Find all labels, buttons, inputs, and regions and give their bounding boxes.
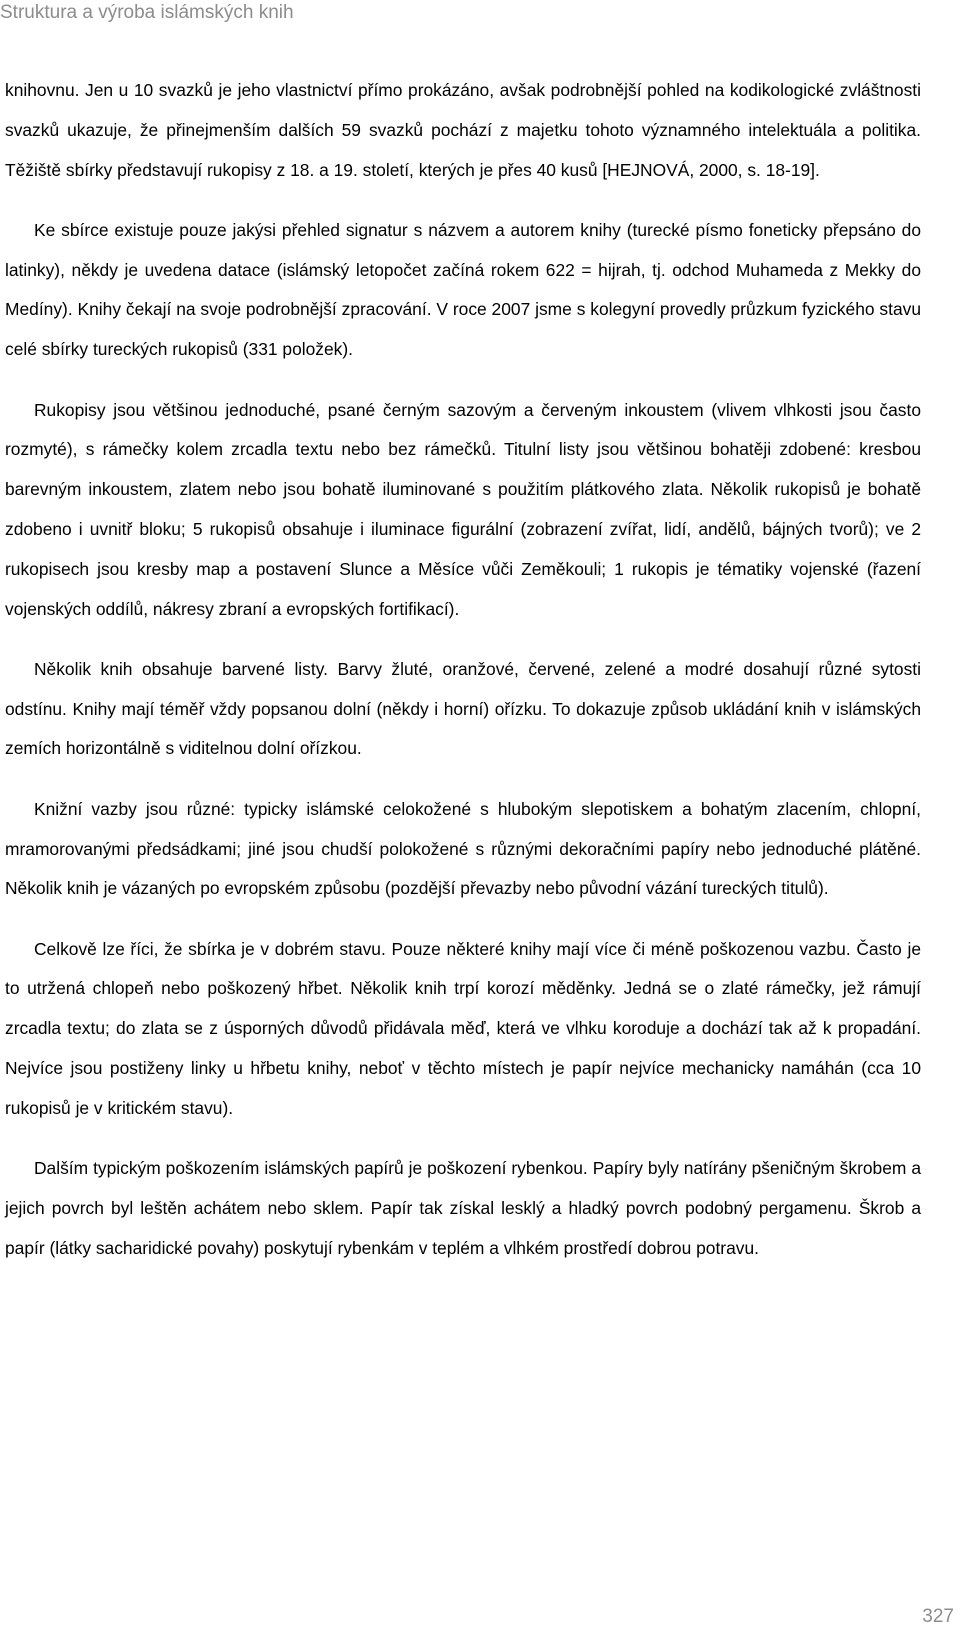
main-text: [5, 71, 921, 1269]
paragraph-continuation: knihovnu. Jen u 10 svazků je jeho vlastnictví přímo prokázáno, avšak podrobnější pohled na kodikologické zvláštnosti svazků ukazuje, že přinejmenším dalších 59 svazků pochází z majetku tohoto významného intelektuála a politika. Těžiště sbírky představují rukopisy z 18. a 19. století, kterých je přes 40 kusů [HEJNOVÁ, 2000, s. 18-19].: [5, 80, 921, 180]
running-header: Struktura a výroba islámských knih: [0, 2, 294, 23]
paragraph-bindings: Knižní vazby jsou různé: typicky islámské celokožené s hlubokým slepotiskem a bohatým zlacením, chlopní, mramorovanými předsádkami; jiné jsou chudší polokožené s různými dekoračními papíry nebo jednoduché plátěné. Několik knih je vázaných po evropském způsobu (pozdější převazby nebo původní vázání tureckých titulů).: [5, 798, 921, 899]
paragraph-colored-leaves: Několik knih obsahuje barvené listy. Barvy žluté, oranžové, červené, zelené a modré dosahují různé sytosti odstínu. Knihy mají téměř vždy popsanou dolní (někdy i horní) ořízku. To dokazuje způsob ukládání knih v islámských zemích horizontálně s viditelnou dolní ořízkou.: [5, 658, 921, 759]
paragraph-manuscripts: Rukopisy jsou většinou jednoduché, psané černým sazovým a červeným inkoustem (vlivem vlhkosti jsou často rozmyté), s rámečky kolem zrcadla textu nebo bez rámečků. Titulní listy jsou většinou bohatěji zdobené: kresbou barevným inkoustem, zlatem nebo jsou bohatě iluminované s použitím plátkového zlata. Několik rukopisů je bohatě zdobeno i uvnitř bloku; 5 rukopisů obsahuje i iluminace figurální (zobrazení zvířat, lidí, andělů, bájných tvorů); ve 2 rukopisech jsou kresby map a postavení Slunce a Měsíce vůči Zeměkouli; 1 rukopis je tématiky vojenské (řazení vojenských oddílů, nákresy zbraní a evropských fortifikací).: [5, 399, 921, 619]
page-number: 327: [922, 1606, 954, 1627]
paragraph-signatures: Ke sbírce existuje pouze jakýsi přehled signatur s názvem a autorem knihy (turecké písmo foneticky přepsáno do latinky), někdy je uvedena datace (islámský letopočet začíná rokem 622 = hijrah, tj. odchod Muhameda z Mekky do Medíny). Knihy čekají na svoje podrobnější zpracování. V roce 2007 jsme s kolegyní provedly průzkum fyzického stavu celé sbírky tureckých rukopisů (331 položek).: [5, 219, 921, 360]
paragraph-silverfish: Dalším typickým poškozením islámských papírů je poškození rybenkou. Papíry byly natírány pšeničným škrobem a jejich povrch byl leštěn achátem nebo sklem. Papír tak získal lesklý a hladký povrch podobný pergamenu. Škrob a papír (látky sacharidické povahy) poskytují rybenkám v teplém a vlhkém prostředí dobrou potravu.: [5, 1158, 921, 1258]
paragraph-condition: Celkově lze říci, že sbírka je v dobrém stavu. Pouze některé knihy mají více či méně poškozenou vazbu. Často je to utržená chlopeň nebo poškozený hřbet. Několik knih trpí korozí měděnky. Jedná se o zlaté rámečky, jež rámují zrcadla textu; do zlata se z úsporných důvodů přidávala měď, která ve vlhku koroduje a dochází tak až k propadání. Nejvíce jsou postiženy linky u hřbetu knihy, neboť v těchto místech je papír nejvíce mechanicky namáhán (cca 10 rukopisů je v kritickém stavu).: [5, 938, 921, 1118]
